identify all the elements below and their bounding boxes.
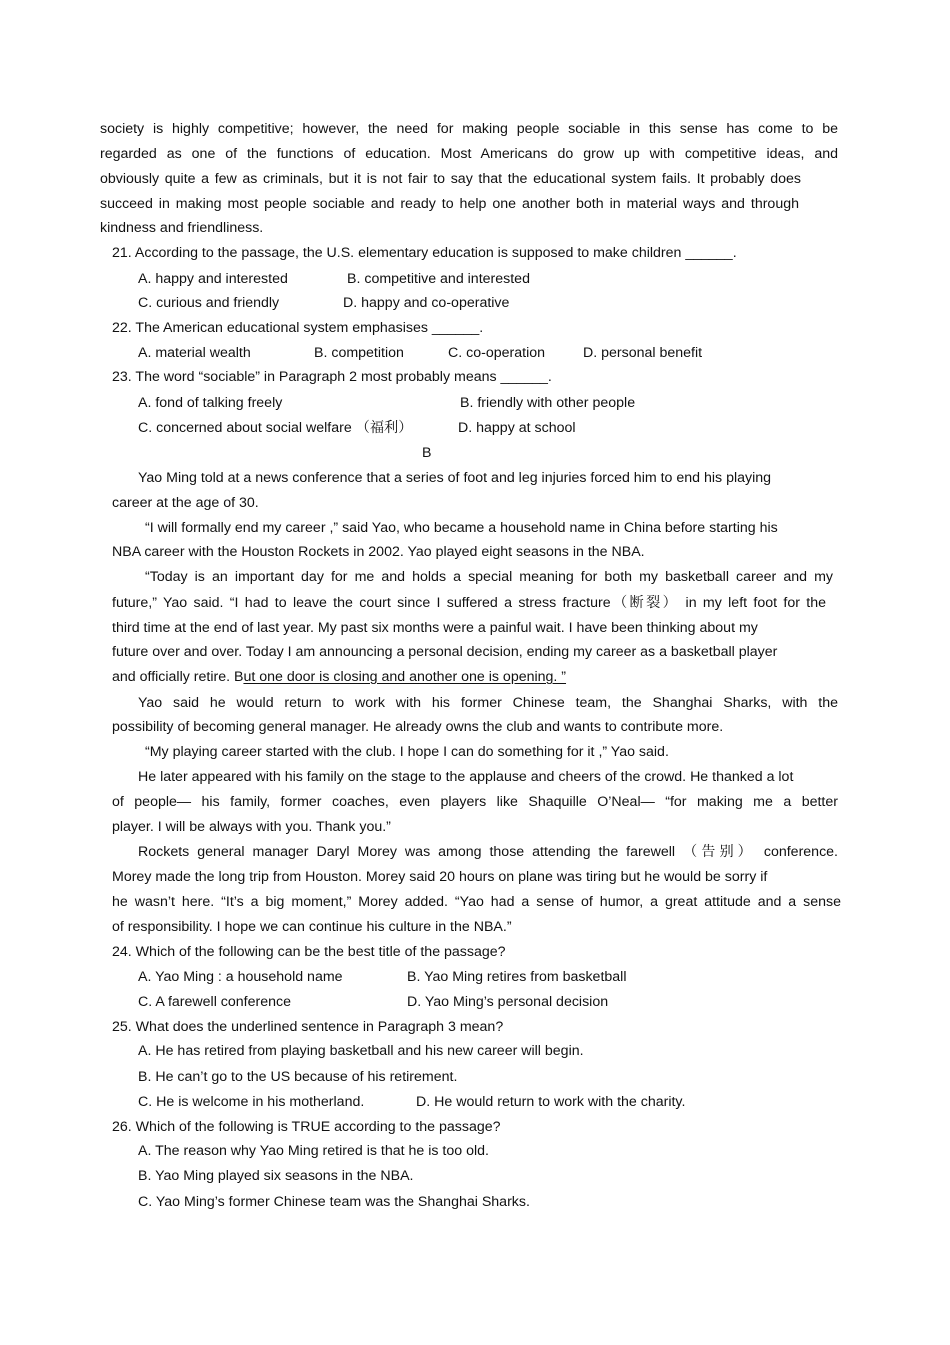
passage-a-line-2: regarded as one of the functions of education. Most Americans do grow up with competitive ideas, and	[100, 146, 838, 162]
q22-stem: 22. The American educational system emphasises ______.	[112, 320, 484, 336]
passage-b-p1-line-1: Yao Ming told at a news conference that a series of foot and leg injuries forced him to end his playing	[138, 470, 772, 486]
passage-b-p7-line-2: Morey made the long trip from Houston. Morey said 20 hours on plane was tiring but he would be sorry if	[112, 869, 768, 885]
passage-b-p2-line-1: “I will formally end my career ,” said Yao, who became a household name in China before starting his	[145, 520, 778, 536]
q21-option-b: B. competitive and interested	[347, 271, 530, 287]
passage-a-line-4: succeed in making most people sociable and ready to help one another both in material ways and through	[100, 196, 799, 212]
passage-b-p3-line-1: “Today is an important day for me and holds a special meaning for both my basketball career and my	[145, 569, 833, 585]
passage-b-p5: “My playing career started with the club. I hope I can do something for it ,” Yao said.	[145, 744, 669, 760]
q25-stem: 25. What does the underlined sentence in Paragraph 3 mean?	[112, 1019, 504, 1035]
q22-option-b: B. competition	[314, 345, 404, 361]
section-b-heading: B	[422, 445, 432, 461]
q21-option-a: A. happy and interested	[138, 271, 288, 287]
passage-b-p7-line-4: of responsibility. I hope we can continue his culture in the NBA.”	[112, 919, 512, 935]
q25-option-c: C. He is welcome in his motherland.	[138, 1094, 365, 1110]
passage-b-p1-line-2: career at the age of 30.	[112, 495, 259, 511]
underlined-sentence: ut one door is closing and another one is opening. ”	[243, 669, 567, 685]
q21-option-d: D. happy and co-operative	[343, 295, 510, 311]
q21-stem: 21. According to the passage, the U.S. elementary education is supposed to make children ______.	[112, 245, 737, 261]
q22-option-a: A. material wealth	[138, 345, 251, 361]
passage-b-p4-line-1: Yao said he would return to work with his former Chinese team, the Shanghai Sharks, with the	[138, 695, 838, 711]
passage-b-p3-line-5	[112, 668, 566, 686]
q23-option-d: D. happy at school	[458, 420, 576, 436]
q23-option-b: B. friendly with other people	[460, 395, 636, 411]
passage-b-p3-line-4: future over and over. Today I am announcing a personal decision, ending my career as a basketball player	[112, 644, 778, 660]
q24-stem: 24. Which of the following can be the best title of the passage?	[112, 944, 506, 960]
q22-option-d: D. personal benefit	[583, 345, 703, 361]
passage-a-line-3: obviously quite a few as criminals, but it is not fair to say that the educational system fails. It probably does	[100, 171, 801, 187]
q25-option-b: B. He can’t go to the US because of his retirement.	[138, 1069, 458, 1085]
q25-option-d: D. He would return to work with the charity.	[416, 1094, 686, 1110]
passage-b-p3-line-2: future,” Yao said. “I had to leave the court since I suffered a stress fracture（断裂） in my left foot for the	[112, 595, 826, 611]
q26-option-a: A. The reason why Yao Ming retired is that he is too old.	[138, 1143, 489, 1159]
q23-option-a: A. fond of talking freely	[138, 395, 283, 411]
q26-option-b: B. Yao Ming played six seasons in the NBA.	[138, 1168, 414, 1184]
q24-option-b: B. Yao Ming retires from basketball	[407, 969, 627, 985]
passage-b-p7-line-1: Rockets general manager Daryl Morey was among those attending the farewell （告别） conference.	[138, 844, 838, 860]
passage-b-p6-line-3: player. I will be always with you. Thank you.”	[112, 819, 391, 835]
passage-a-line-5: kindness and friendliness.	[100, 220, 264, 236]
p3-line-5-start: and officially retire. B	[112, 669, 244, 685]
q22-option-c: C. co-operation	[448, 345, 545, 361]
passage-b-p7-line-3: he wasn’t here. “It’s a big moment,” Morey added. “Yao had a sense of humor, a great attitude and a sense	[112, 894, 841, 910]
passage-b-p6-line-2: of people— his family, former coaches, even players like Shaquille O’Neal— “for making me a better	[112, 794, 838, 810]
q24-option-c: C. A farewell conference	[138, 994, 291, 1010]
q23-option-c: C. concerned about social welfare （福利）	[138, 420, 413, 436]
passage-b-p2-line-2: NBA career with the Houston Rockets in 2002. Yao played eight seasons in the NBA.	[112, 544, 645, 560]
q23-stem: 23. The word “sociable” in Paragraph 2 most probably means ______.	[112, 369, 552, 385]
q21-option-c: C. curious and friendly	[138, 295, 280, 311]
passage-b-p4-line-2: possibility of becoming general manager. He already owns the club and wants to contribute more.	[112, 719, 724, 735]
q24-option-a: A. Yao Ming : a household name	[138, 969, 343, 985]
passage-b-p3-line-3: third time at the end of last year. My past six months were a painful wait. I have been thinking about my	[112, 620, 758, 636]
passage-a-line-1: society is highly competitive; however, the need for making people sociable in this sense has come to be	[100, 121, 838, 137]
q24-option-d: D. Yao Ming’s personal decision	[407, 994, 609, 1010]
passage-b-p6-line-1: He later appeared with his family on the stage to the applause and cheers of the crowd. He thanked a lot	[138, 769, 794, 785]
q26-option-c: C. Yao Ming’s former Chinese team was the Shanghai Sharks.	[138, 1194, 530, 1210]
q25-option-a: A. He has retired from playing basketball and his new career will begin.	[138, 1043, 584, 1059]
q26-stem: 26. Which of the following is TRUE according to the passage?	[112, 1119, 501, 1135]
